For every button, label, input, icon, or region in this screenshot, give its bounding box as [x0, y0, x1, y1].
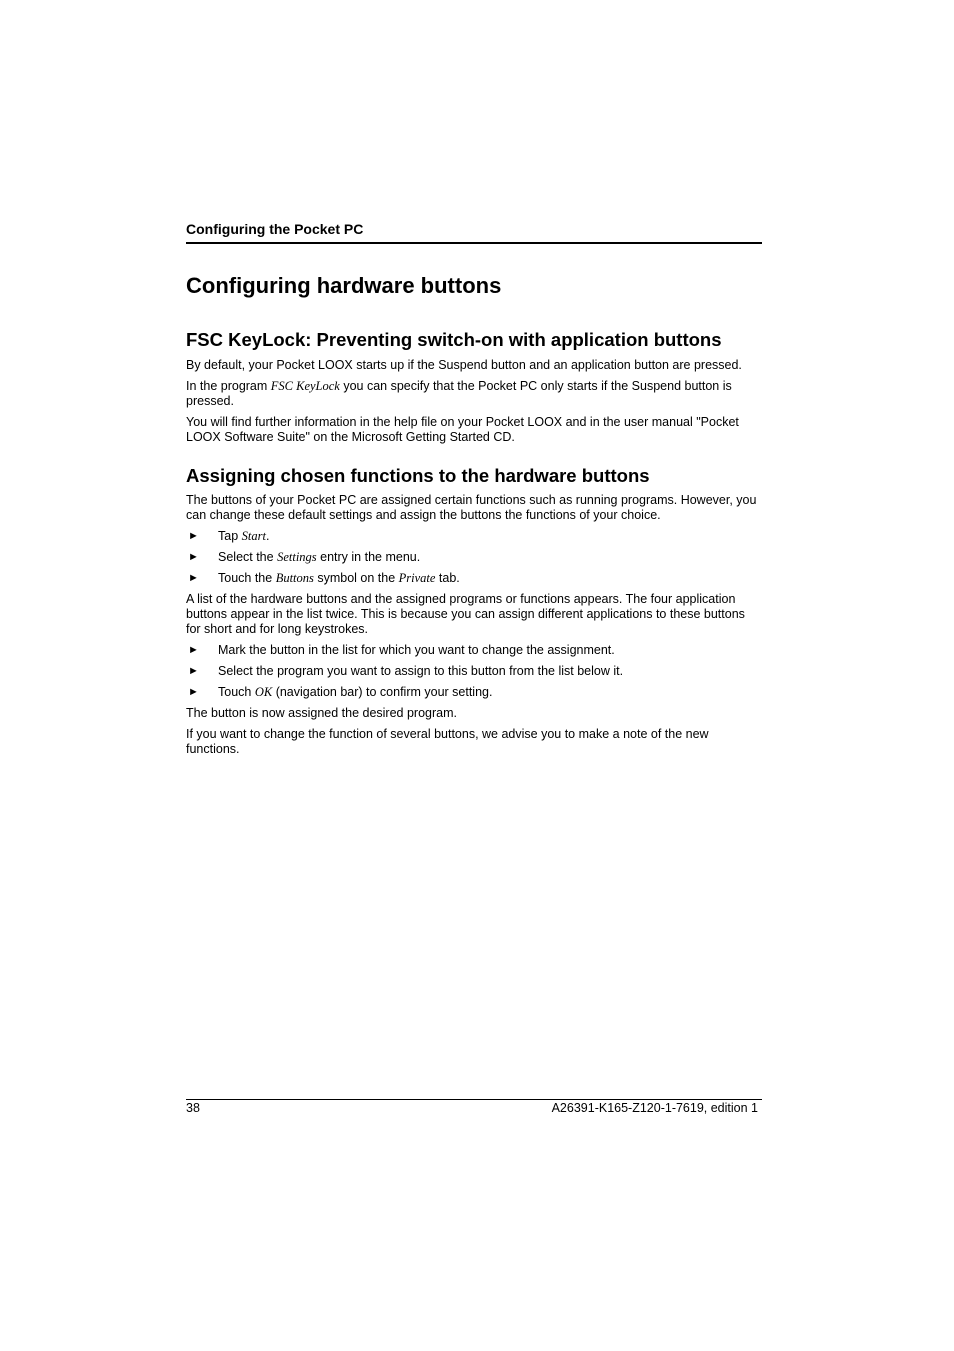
step-tap-start — [186, 529, 762, 544]
text-fragment: Tap — [218, 529, 242, 543]
ui-term-start: Start — [241, 529, 266, 543]
paragraph-intro: The buttons of your Pocket PC are assigned certain functions such as running programs. However, you can change these default settings and assign the buttons the functions of your choice. — [186, 493, 757, 522]
paragraph-result: The button is now assigned the desired program. — [186, 706, 457, 720]
step-touch-ok — [186, 685, 762, 700]
step-mark-button — [186, 643, 762, 658]
ui-term-fsc-keylock: FSC KeyLock — [270, 379, 340, 393]
text-fragment: (navigation bar) to confirm your setting. — [272, 685, 493, 699]
step-select-settings — [186, 550, 762, 565]
step-touch-buttons — [186, 571, 762, 586]
page-content — [186, 272, 762, 763]
text-fragment: Select the program you want to assign to this button from the list below it. — [218, 664, 624, 678]
steps-list-open-buttons — [186, 529, 762, 586]
ui-term-ok: OK — [254, 685, 273, 699]
document-id: A26391-K165-Z120-1-7619, edition 1 — [551, 1101, 758, 1115]
text-fragment: tab. — [435, 571, 460, 585]
paragraph-button-list: A list of the hardware buttons and the assigned programs or functions appears. The four application buttons appear in the list twice. This is because you can assign different applications to these buttons for short and for long keystrokes. — [186, 592, 745, 636]
bullet-arrow-icon: ► — [188, 551, 199, 563]
text-fragment: Mark the button in the list for which you want to change the assignment. — [218, 643, 615, 657]
paragraph-further-info: You will find further information in the help file on your Pocket LOOX and in the user manual "Pocket LOOX Software Suite" on the Microsoft Getting Started CD. — [186, 415, 739, 444]
text-fragment: entry in the menu. — [316, 550, 421, 564]
bullet-arrow-icon: ► — [188, 686, 199, 698]
text-fragment: Select the — [218, 550, 278, 564]
section-heading-keylock: FSC KeyLock: Preventing switch-on with application buttons — [186, 329, 722, 350]
ui-term-settings: Settings — [277, 550, 317, 564]
text-fragment: symbol on the — [313, 571, 399, 585]
paragraph-advice: If you want to change the function of several buttons, we advise you to make a note of the new functions. — [186, 727, 709, 756]
text-fragment: . — [265, 529, 270, 543]
text-fragment: Touch — [218, 685, 255, 699]
footer-rule — [186, 1099, 762, 1100]
header-rule — [186, 242, 762, 244]
text-fragment: you can specify that the Pocket PC only starts if the Suspend button is pressed. — [186, 379, 732, 408]
bullet-arrow-icon: ► — [188, 665, 199, 677]
text-fragment: Touch the — [218, 571, 276, 585]
bullet-arrow-icon: ► — [188, 530, 199, 542]
paragraph-keylock-program — [186, 379, 762, 409]
bullet-arrow-icon: ► — [188, 572, 199, 584]
paragraph-default-startup: By default, your Pocket LOOX starts up if the Suspend button and an application button are pressed. — [186, 358, 742, 372]
text-fragment: In the program — [186, 379, 271, 393]
steps-list-assign — [186, 643, 762, 700]
manual-page — [186, 0, 762, 1351]
page-title: Configuring hardware buttons — [186, 273, 502, 298]
step-select-program — [186, 664, 762, 679]
page-number: 38 — [186, 1101, 200, 1115]
ui-term-buttons: Buttons — [275, 571, 314, 585]
running-header: Configuring the Pocket PC — [186, 221, 364, 237]
bullet-arrow-icon: ► — [188, 644, 199, 656]
section-heading-assign-functions: Assigning chosen functions to the hardware buttons — [186, 465, 650, 486]
ui-term-private: Private — [398, 571, 436, 585]
